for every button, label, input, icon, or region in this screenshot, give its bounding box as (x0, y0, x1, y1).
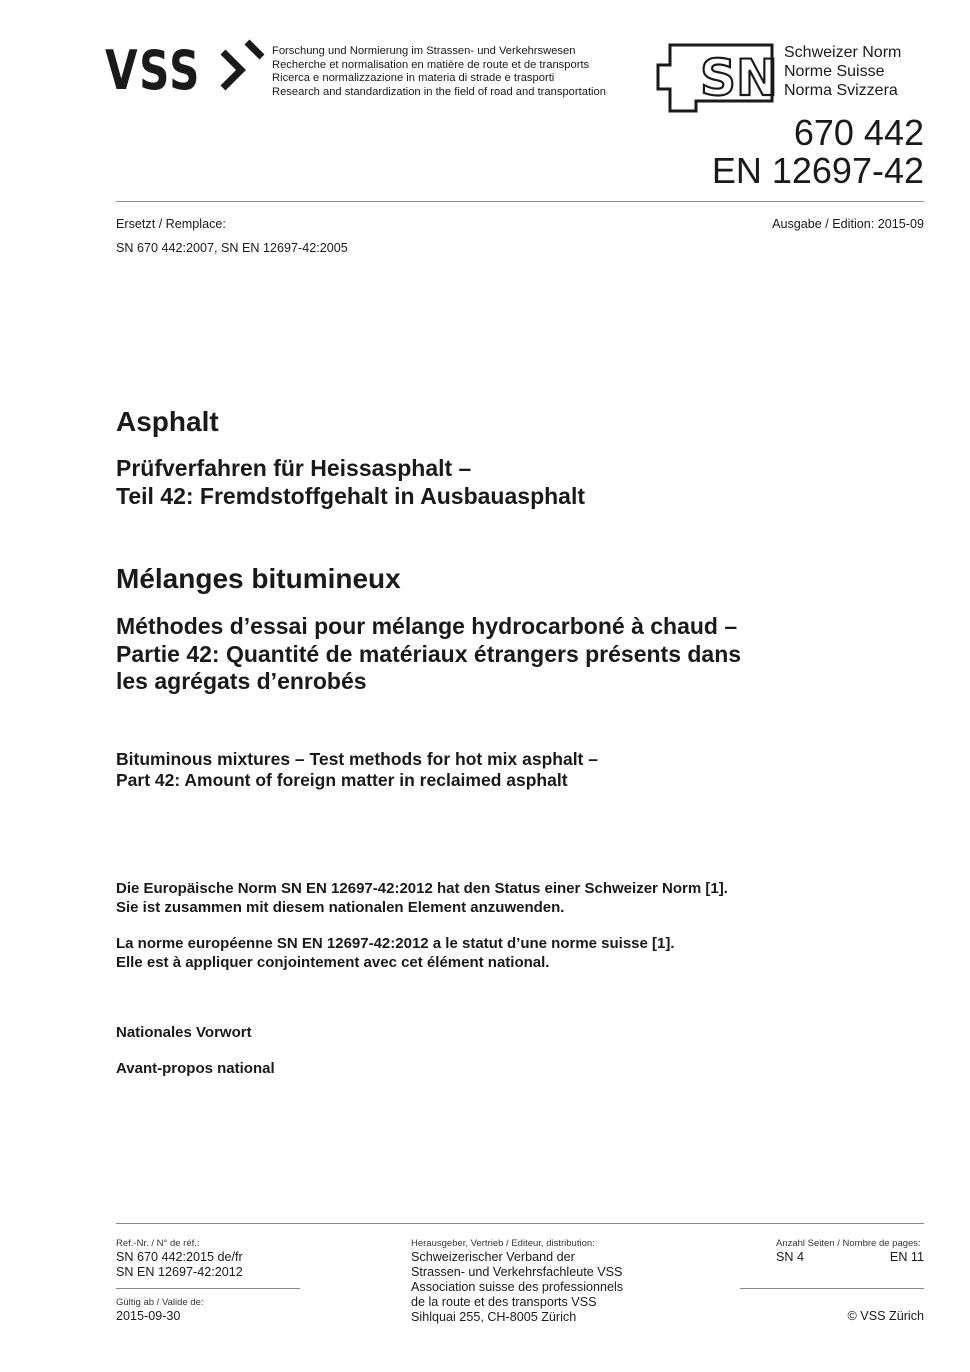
publisher-line: Schweizerischer Verband der (411, 1250, 575, 1264)
validity-label: Gültig ab / Valide de: (116, 1297, 204, 1308)
publisher-line: Association suisse des professionnels (411, 1280, 624, 1294)
replaces-value: SN 670 442:2007, SN EN 12697-42:2005 (116, 241, 348, 255)
reference-label: Ref.-Nr. / N° de réf.: (116, 1238, 200, 1249)
publisher-line: de la route et des transports VSS (411, 1295, 597, 1309)
title-fr: Mélanges bitumineux (116, 563, 401, 594)
subtitle-de (116, 455, 585, 510)
title-en (116, 749, 598, 791)
pages-sn: SN 4 (776, 1250, 804, 1264)
vss-desc-line: Ricerca e normalizzazione in materia di strade e trasporti (272, 72, 555, 84)
vss-desc-line: Research and standardization in the field of road and transportation (272, 85, 606, 98)
foreword-heading-de: Nationales Vorwort (116, 1024, 252, 1041)
standard-number: 670 442 (793, 112, 924, 153)
pages-en: EN 11 (889, 1250, 924, 1264)
publisher-block (411, 1238, 623, 1325)
title-en-line: Bituminous mixtures – Test methods for hot mix asphalt – (116, 749, 598, 769)
footer-right-divider (740, 1288, 924, 1289)
vss-logo-text: VSS (105, 39, 202, 102)
status-note-line: La norme européenne SN EN 12697-42:2012 a le statut d’une norme suisse [1]. (116, 935, 675, 952)
publisher-label: Herausgeber, Vertrieb / Editeur, distribution: (411, 1238, 595, 1249)
reference-value: SN EN 12697-42:2012 (116, 1265, 243, 1279)
sn-logo (656, 43, 784, 113)
reference-value: SN 670 442:2015 de/fr (116, 1250, 243, 1264)
publisher-line: Strassen- und Verkehrsfachleute VSS (411, 1265, 623, 1279)
vss-logo (105, 38, 265, 102)
subtitle-fr-line: Méthodes d’essai pour mélange hydrocarboné à chaud – (116, 613, 738, 639)
header-divider (116, 201, 924, 202)
replaces-label: Ersetzt / Remplace: (116, 217, 226, 231)
title-en-line: Part 42: Amount of foreign matter in reclaimed asphalt (116, 770, 568, 790)
publisher-line: Sihlquai 255, CH-8005 Zürich (411, 1310, 577, 1324)
sn-name-fr: Norme Suisse (784, 63, 885, 80)
subtitle-fr-line: les agrégats d’enrobés (116, 668, 367, 694)
sn-name-de: Schweizer Norm (784, 44, 902, 61)
status-note-line: Die Europäische Norm SN EN 12697-42:2012 hat den Status einer Schweizer Norm [1]. (116, 880, 728, 897)
en-number: EN 12697-42 (711, 150, 924, 191)
subtitle-fr-line: Partie 42: Quantité de matériaux étrangers présents dans (116, 640, 742, 667)
vss-description (272, 45, 606, 99)
reference-block (116, 1238, 243, 1280)
vss-desc-line: Forschung und Normierung im Strassen- und Verkehrswesen (272, 45, 576, 57)
sn-name-it: Norma Svizzera (784, 82, 898, 99)
status-note-line: Sie ist zusammen mit diesem nationalen Element anzuwenden. (116, 899, 565, 916)
footer-left-divider (116, 1288, 300, 1289)
edition: Ausgabe / Edition: 2015-09 (772, 217, 924, 231)
subtitle-de-line: Prüfverfahren für Heissasphalt – (116, 455, 472, 481)
copyright: © VSS Zürich (847, 1309, 924, 1323)
foreword-heading-fr: Avant-propos national (116, 1060, 275, 1077)
subtitle-de-line: Teil 42: Fremdstoffgehalt in Ausbauasphalt (116, 482, 586, 509)
status-note-line: Elle est à appliquer conjointement avec cet élément national. (116, 954, 550, 971)
sn-names (784, 43, 901, 100)
sn-logo-text: SN (700, 49, 778, 107)
title-de: Asphalt (116, 406, 219, 437)
validity-block (116, 1297, 204, 1324)
status-note-fr (116, 934, 675, 972)
vss-desc-line: Recherche et normalisation en matière de route et de transports (272, 58, 590, 71)
status-note-de (116, 879, 728, 917)
subtitle-fr (116, 613, 741, 696)
pages-row (776, 1250, 924, 1265)
pages-label: Anzahl Seiten / Nombre de pages: (776, 1238, 921, 1249)
pages-block (776, 1238, 924, 1265)
footer-divider (116, 1223, 924, 1224)
validity-value: 2015-09-30 (116, 1309, 181, 1323)
